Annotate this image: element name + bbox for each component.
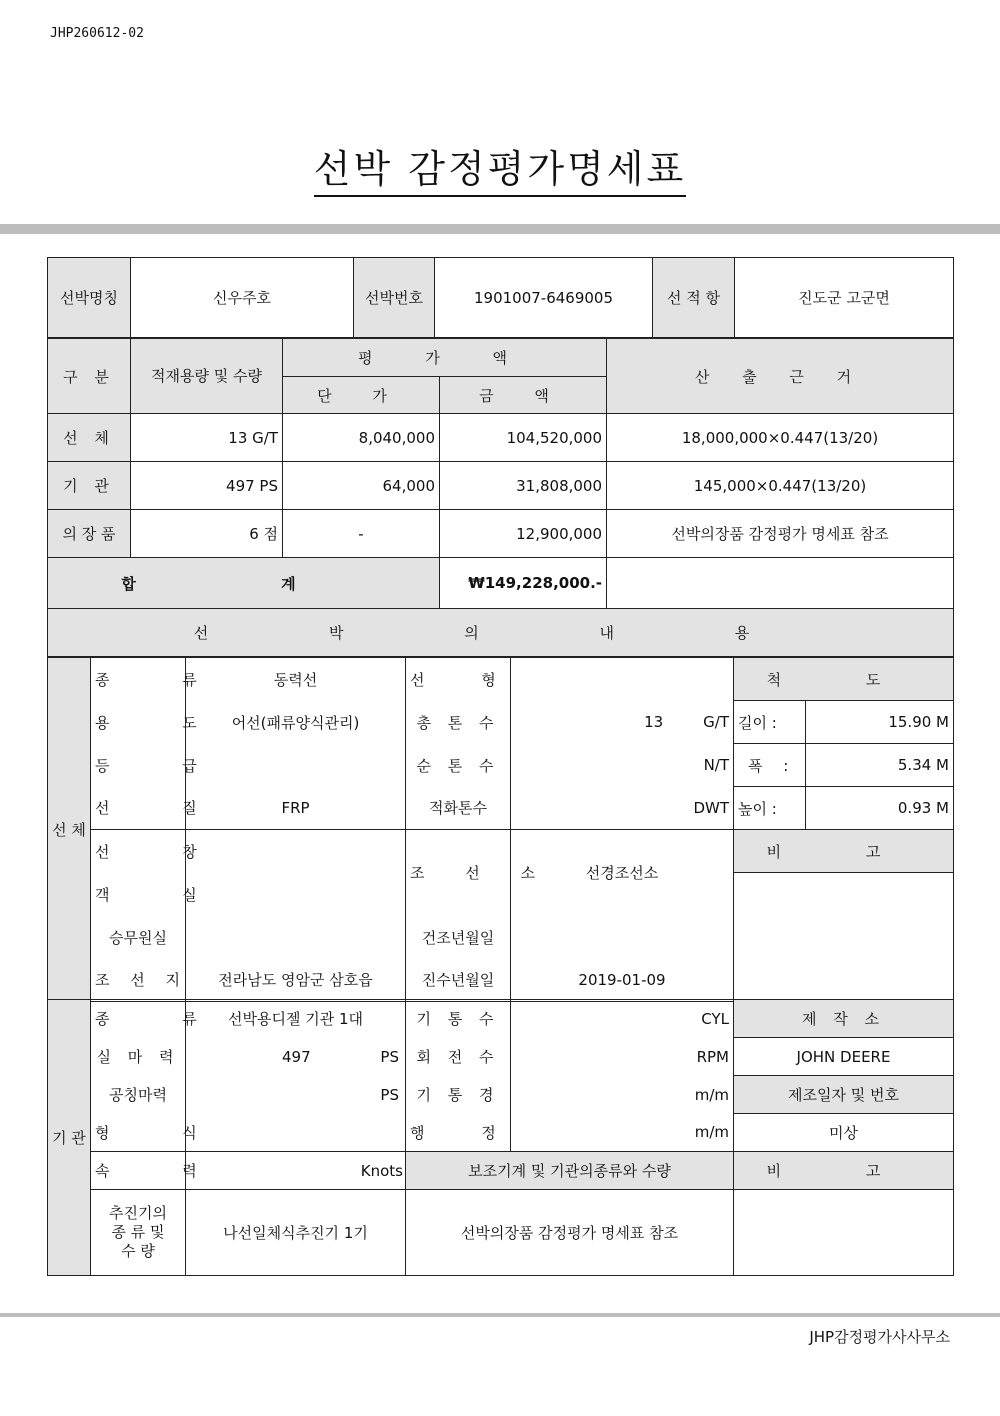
hull-kind: 동력선 bbox=[186, 658, 406, 701]
total-label: 합 계 bbox=[48, 558, 440, 609]
col-unit-header: 단 가 bbox=[283, 377, 440, 414]
cabin-label: 객 실 bbox=[91, 873, 186, 916]
built bbox=[511, 916, 734, 959]
hull-table bbox=[47, 657, 954, 1002]
engine-table bbox=[47, 999, 954, 1276]
prop-label: 추진기의 종 류 및 수 량 bbox=[91, 1190, 186, 1276]
row-amount: 104,520,000 bbox=[440, 414, 607, 462]
height-label: 높이 : bbox=[734, 787, 806, 830]
model-label: 형 식 bbox=[91, 1114, 186, 1152]
top-divider-band bbox=[0, 224, 1000, 234]
ship-name: 신우주호 bbox=[131, 258, 354, 338]
grade-label: 등 급 bbox=[91, 744, 186, 787]
power-label: 실 마 력 bbox=[91, 1038, 186, 1076]
col-amount-header: 금 액 bbox=[440, 377, 607, 414]
dim-title: 척 도 bbox=[734, 658, 954, 701]
prop: 나선일체식추진기 1기 bbox=[186, 1190, 406, 1276]
total-value: ₩149,228,000.- bbox=[440, 558, 607, 609]
ship-no-label: 선박번호 bbox=[354, 258, 435, 338]
hull-use: 어선(패류양식관리) bbox=[186, 701, 406, 744]
row-unit-price: 64,000 bbox=[283, 462, 440, 510]
yard-label: 조 선 소 bbox=[406, 830, 511, 916]
bore-label: 기 통 경 bbox=[406, 1076, 511, 1114]
col-basis-header: 산 출 근 거 bbox=[607, 339, 954, 414]
cyl-unit: CYL bbox=[511, 1000, 734, 1038]
site-label: 조 선 지 bbox=[91, 959, 186, 1002]
engine-kind: 선박용디젤 기관 1대 bbox=[186, 1000, 406, 1038]
dwt-unit: DWT bbox=[511, 787, 734, 830]
engine-remarks-label: 비 고 bbox=[734, 1152, 954, 1190]
built-label: 건조년월일 bbox=[406, 916, 511, 959]
bore-unit: m/m bbox=[511, 1076, 734, 1114]
row-kind: 선 체 bbox=[48, 414, 131, 462]
material-label: 선 질 bbox=[91, 787, 186, 830]
row-basis: 145,000×0.447(13/20) bbox=[607, 462, 954, 510]
launch-label: 진수년월일 bbox=[406, 959, 511, 1002]
rated-label: 공칭마력 bbox=[91, 1076, 186, 1114]
nt-label: 순 톤 수 bbox=[406, 744, 511, 787]
engine-section-label: 기 관 bbox=[48, 1000, 91, 1276]
col-kind-header: 구 분 bbox=[48, 339, 131, 414]
page-title: 선박 감정평가명세표 bbox=[0, 138, 1000, 193]
width-label: 폭 : bbox=[734, 744, 806, 787]
cyl-label: 기 통 수 bbox=[406, 1000, 511, 1038]
row-kind: 의 장 품 bbox=[48, 510, 131, 558]
power: 497 PS bbox=[186, 1038, 406, 1076]
table-row bbox=[48, 462, 954, 510]
row-capacity: 497 PS bbox=[131, 462, 283, 510]
hull-type-label: 선 형 bbox=[406, 658, 511, 701]
stroke-unit: m/m bbox=[511, 1114, 734, 1152]
ship-name-label: 선박명칭 bbox=[48, 258, 131, 338]
engine-remarks bbox=[734, 1190, 954, 1276]
speed-unit: Knots bbox=[186, 1152, 406, 1190]
port: 진도군 고군면 bbox=[735, 258, 954, 338]
aux: 선박의장품 감정평가 명세표 참조 bbox=[406, 1190, 734, 1276]
rpm-unit: RPM bbox=[511, 1038, 734, 1076]
hull-remarks-label: 비 고 bbox=[734, 830, 954, 873]
nt-unit: N/T bbox=[511, 744, 734, 787]
row-kind: 기 관 bbox=[48, 462, 131, 510]
hull-use-label: 용 도 bbox=[91, 701, 186, 744]
table-row bbox=[48, 510, 954, 558]
aux-label: 보조기계 및 기관의종류와 수량 bbox=[406, 1152, 734, 1190]
port-label: 선 적 항 bbox=[653, 258, 735, 338]
length-label: 길이 : bbox=[734, 701, 806, 744]
valuation-table bbox=[47, 257, 954, 338]
table-row bbox=[48, 414, 954, 462]
row-unit-price: - bbox=[283, 510, 440, 558]
hull-type bbox=[511, 658, 734, 701]
width-value: 5.34 M bbox=[806, 744, 954, 787]
row-basis: 선박의장품 감정평가 명세표 참조 bbox=[607, 510, 954, 558]
col-capacity-header: 적재용량 및 수량 bbox=[131, 339, 283, 414]
window-label: 선 창 bbox=[91, 830, 186, 873]
hull-section-label: 선 체 bbox=[48, 658, 91, 1002]
maker: JOHN DEERE bbox=[734, 1038, 954, 1076]
stroke-label: 행 정 bbox=[406, 1114, 511, 1152]
row-unit-price: 8,040,000 bbox=[283, 414, 440, 462]
col-value-header: 평 가 액 bbox=[283, 339, 607, 377]
contents-title: 선 박 의 내 용 bbox=[48, 609, 954, 657]
hull-kind-label: 종 류 bbox=[91, 658, 186, 701]
office-footer: JHP감정평가사사무소 bbox=[809, 1328, 950, 1346]
length-value: 15.90 M bbox=[806, 701, 954, 744]
hull-remarks bbox=[734, 873, 954, 1002]
row-basis: 18,000,000×0.447(13/20) bbox=[607, 414, 954, 462]
row-amount: 31,808,000 bbox=[440, 462, 607, 510]
valuation-grid bbox=[47, 338, 954, 657]
crew-label: 승무원실 bbox=[91, 916, 186, 959]
rated-unit: PS bbox=[186, 1076, 406, 1114]
row-capacity: 6 점 bbox=[131, 510, 283, 558]
gt-value: 13 G/T bbox=[511, 701, 734, 744]
row-amount: 12,900,000 bbox=[440, 510, 607, 558]
height-value: 0.93 M bbox=[806, 787, 954, 830]
row-capacity: 13 G/T bbox=[131, 414, 283, 462]
launch: 2019-01-09 bbox=[511, 959, 734, 1002]
speed-label: 속 력 bbox=[91, 1152, 186, 1190]
site: 전라남도 영암군 삼호읍 bbox=[186, 959, 406, 1002]
document-id: JHP260612-02 bbox=[50, 26, 144, 41]
date-no-label: 제조일자 및 번호 bbox=[734, 1076, 954, 1114]
ship-no: 1901007-6469005 bbox=[435, 258, 653, 338]
rpm-label: 회 전 수 bbox=[406, 1038, 511, 1076]
date-no: 미상 bbox=[734, 1114, 954, 1152]
gt-label: 총 톤 수 bbox=[406, 701, 511, 744]
engine-kind-label: 종 류 bbox=[91, 1000, 186, 1038]
dwt-label: 적화톤수 bbox=[406, 787, 511, 830]
material: FRP bbox=[186, 787, 406, 830]
yard: 선경조선소 bbox=[511, 830, 734, 916]
bottom-divider-band bbox=[0, 1313, 1000, 1317]
maker-label: 제 작 소 bbox=[734, 1000, 954, 1038]
total-basis bbox=[607, 558, 954, 609]
